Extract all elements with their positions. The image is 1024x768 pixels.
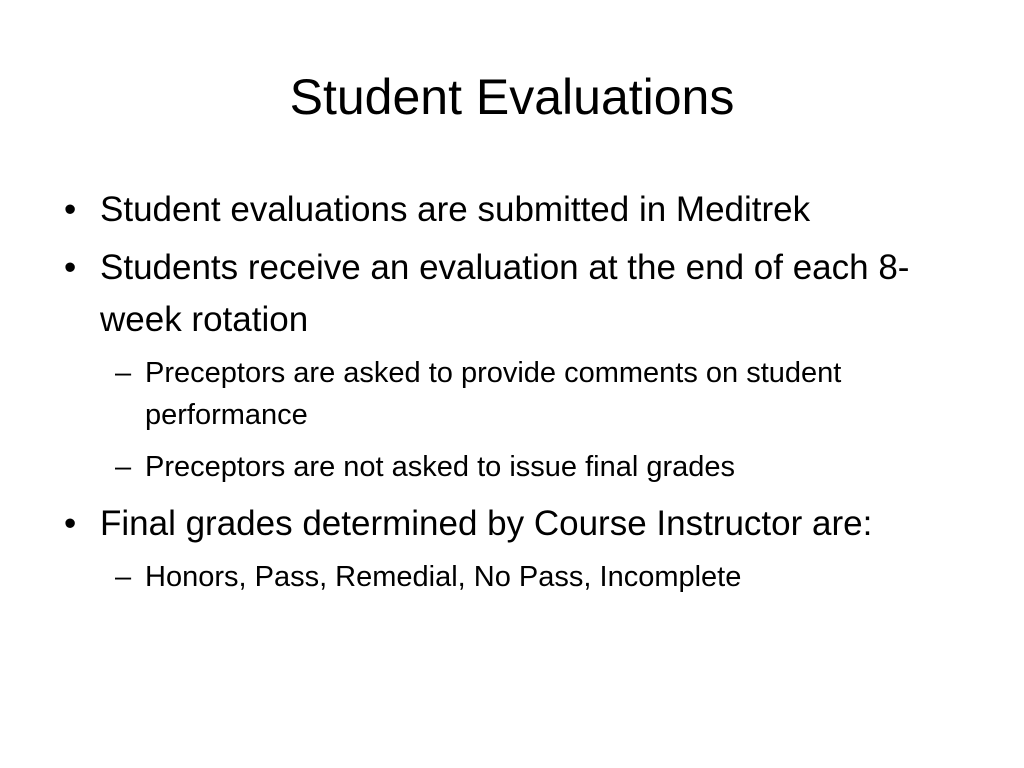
sub-bullet-item — [60, 446, 980, 488]
slide-title: Student Evaluations — [289, 69, 735, 125]
slide-body — [60, 184, 980, 608]
sub-bullet-text: Preceptors are asked to provide comments on student performance — [145, 357, 842, 431]
bullet-icon: • — [64, 190, 77, 229]
dash-icon: – — [115, 451, 132, 483]
sub-bullet-text: Honors, Pass, Remedial, No Pass, Incomplete — [145, 561, 742, 593]
bullet-item — [60, 498, 980, 550]
bullet-text: Students receive an evaluation at the end of each 8-week rotation — [100, 248, 910, 339]
bullet-item — [60, 242, 980, 346]
bullet-text: Student evaluations are submitted in Meditrek — [100, 190, 811, 229]
bullet-item — [60, 184, 980, 236]
dash-icon: – — [115, 357, 132, 389]
sub-bullet-text: Preceptors are not asked to issue final grades — [145, 451, 735, 483]
bullet-icon: • — [64, 248, 77, 287]
sub-bullet-item — [60, 556, 980, 598]
dash-icon: – — [115, 561, 132, 593]
sub-bullet-item — [60, 352, 980, 436]
bullet-icon: • — [64, 504, 77, 543]
bullet-text: Final grades determined by Course Instructor are: — [100, 504, 873, 543]
